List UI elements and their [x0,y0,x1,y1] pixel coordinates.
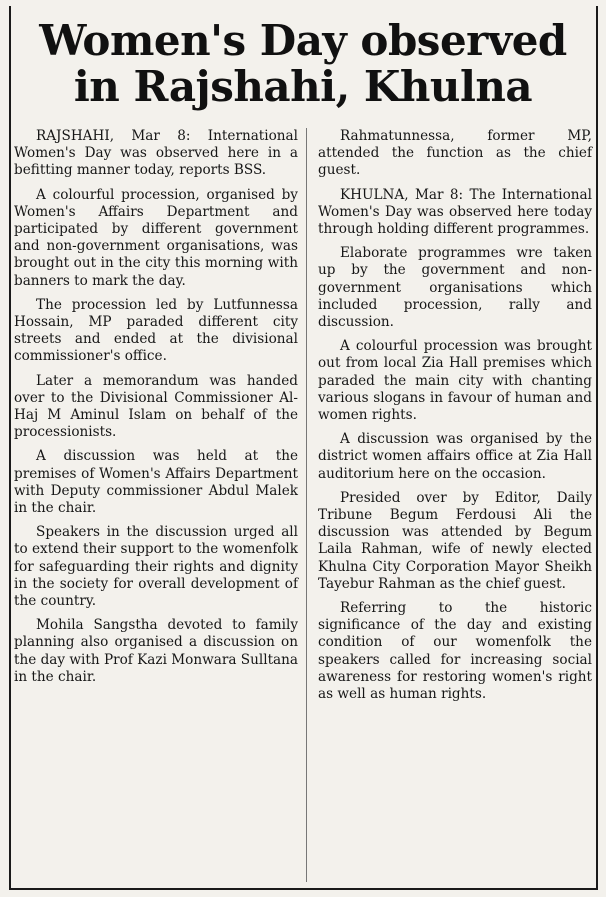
paragraph: Later a memorandum was handed over to the Divisional Commissioner Al-Haj M Aminul Islam on behalf of the processionists. [14,372,298,441]
paragraph: The procession led by Lutfunnessa Hossain, MP paraded different city streets and ended at the divisional commissioner's office. [14,296,298,365]
column-divider [306,128,307,882]
right-column [318,128,592,710]
paragraph: Elaborate programmes wre taken up by the government and non-government organisations which included procession, rally and discussion. [318,245,592,331]
paragraph: A discussion was organised by the district women affairs office at Zia Hall auditorium here on the occasion. [318,431,592,482]
paragraph: A colourful procession was brought out from local Zia Hall premises which paraded the main city with chanting various slogans in favour of human and women rights. [318,338,592,424]
paragraph: Referring to the historic significance of the day and existing condition of our womenfolk the speakers called for increasing social awareness for restoring women's right as well as human rights. [318,600,592,703]
paragraph: Rahmatunnessa, former MP, attended the function as the chief guest. [318,128,592,179]
paragraph: KHULNA, Mar 8: The International Women's Day was observed here today through holding different programmes. [318,186,592,238]
paragraph: Mohila Sangstha devoted to family planning also organised a discussion on the day with Prof Kazi Monwara Sulltana in the chair. [14,617,298,685]
paragraph: Presided over by Editor, Daily Tribune Begum Ferdousi Ali the discussion was attended by Begum Laila Rahman, wife of newly elected Khulna City Corporation Mayor Sheikh Tayebur Rahman as the chief guest. [318,489,592,592]
headline-line-2: in Rajshahi, Khulna [73,62,533,111]
paragraph: A colourful procession, organised by Women's Affairs Department and participated by different government and non-government organisations, was brought out in the city this morning with banners to mark the day. [14,186,298,289]
left-column [14,128,298,693]
paragraph: Speakers in the discussion urged all to extend their support to the womenfolk for safeguarding their rights and dignity in the society for overall development of the country. [14,524,298,610]
headline-line-1: Women's Day observed [39,16,567,65]
headline [0,18,606,110]
paragraph: RAJSHAHI, Mar 8: International Women's Day was observed here in a befitting manner today, reports BSS. [14,128,298,179]
paragraph: A discussion was held at the premises of Women's Affairs Department with Deputy commissioner Abdul Malek in the chair. [14,448,298,517]
